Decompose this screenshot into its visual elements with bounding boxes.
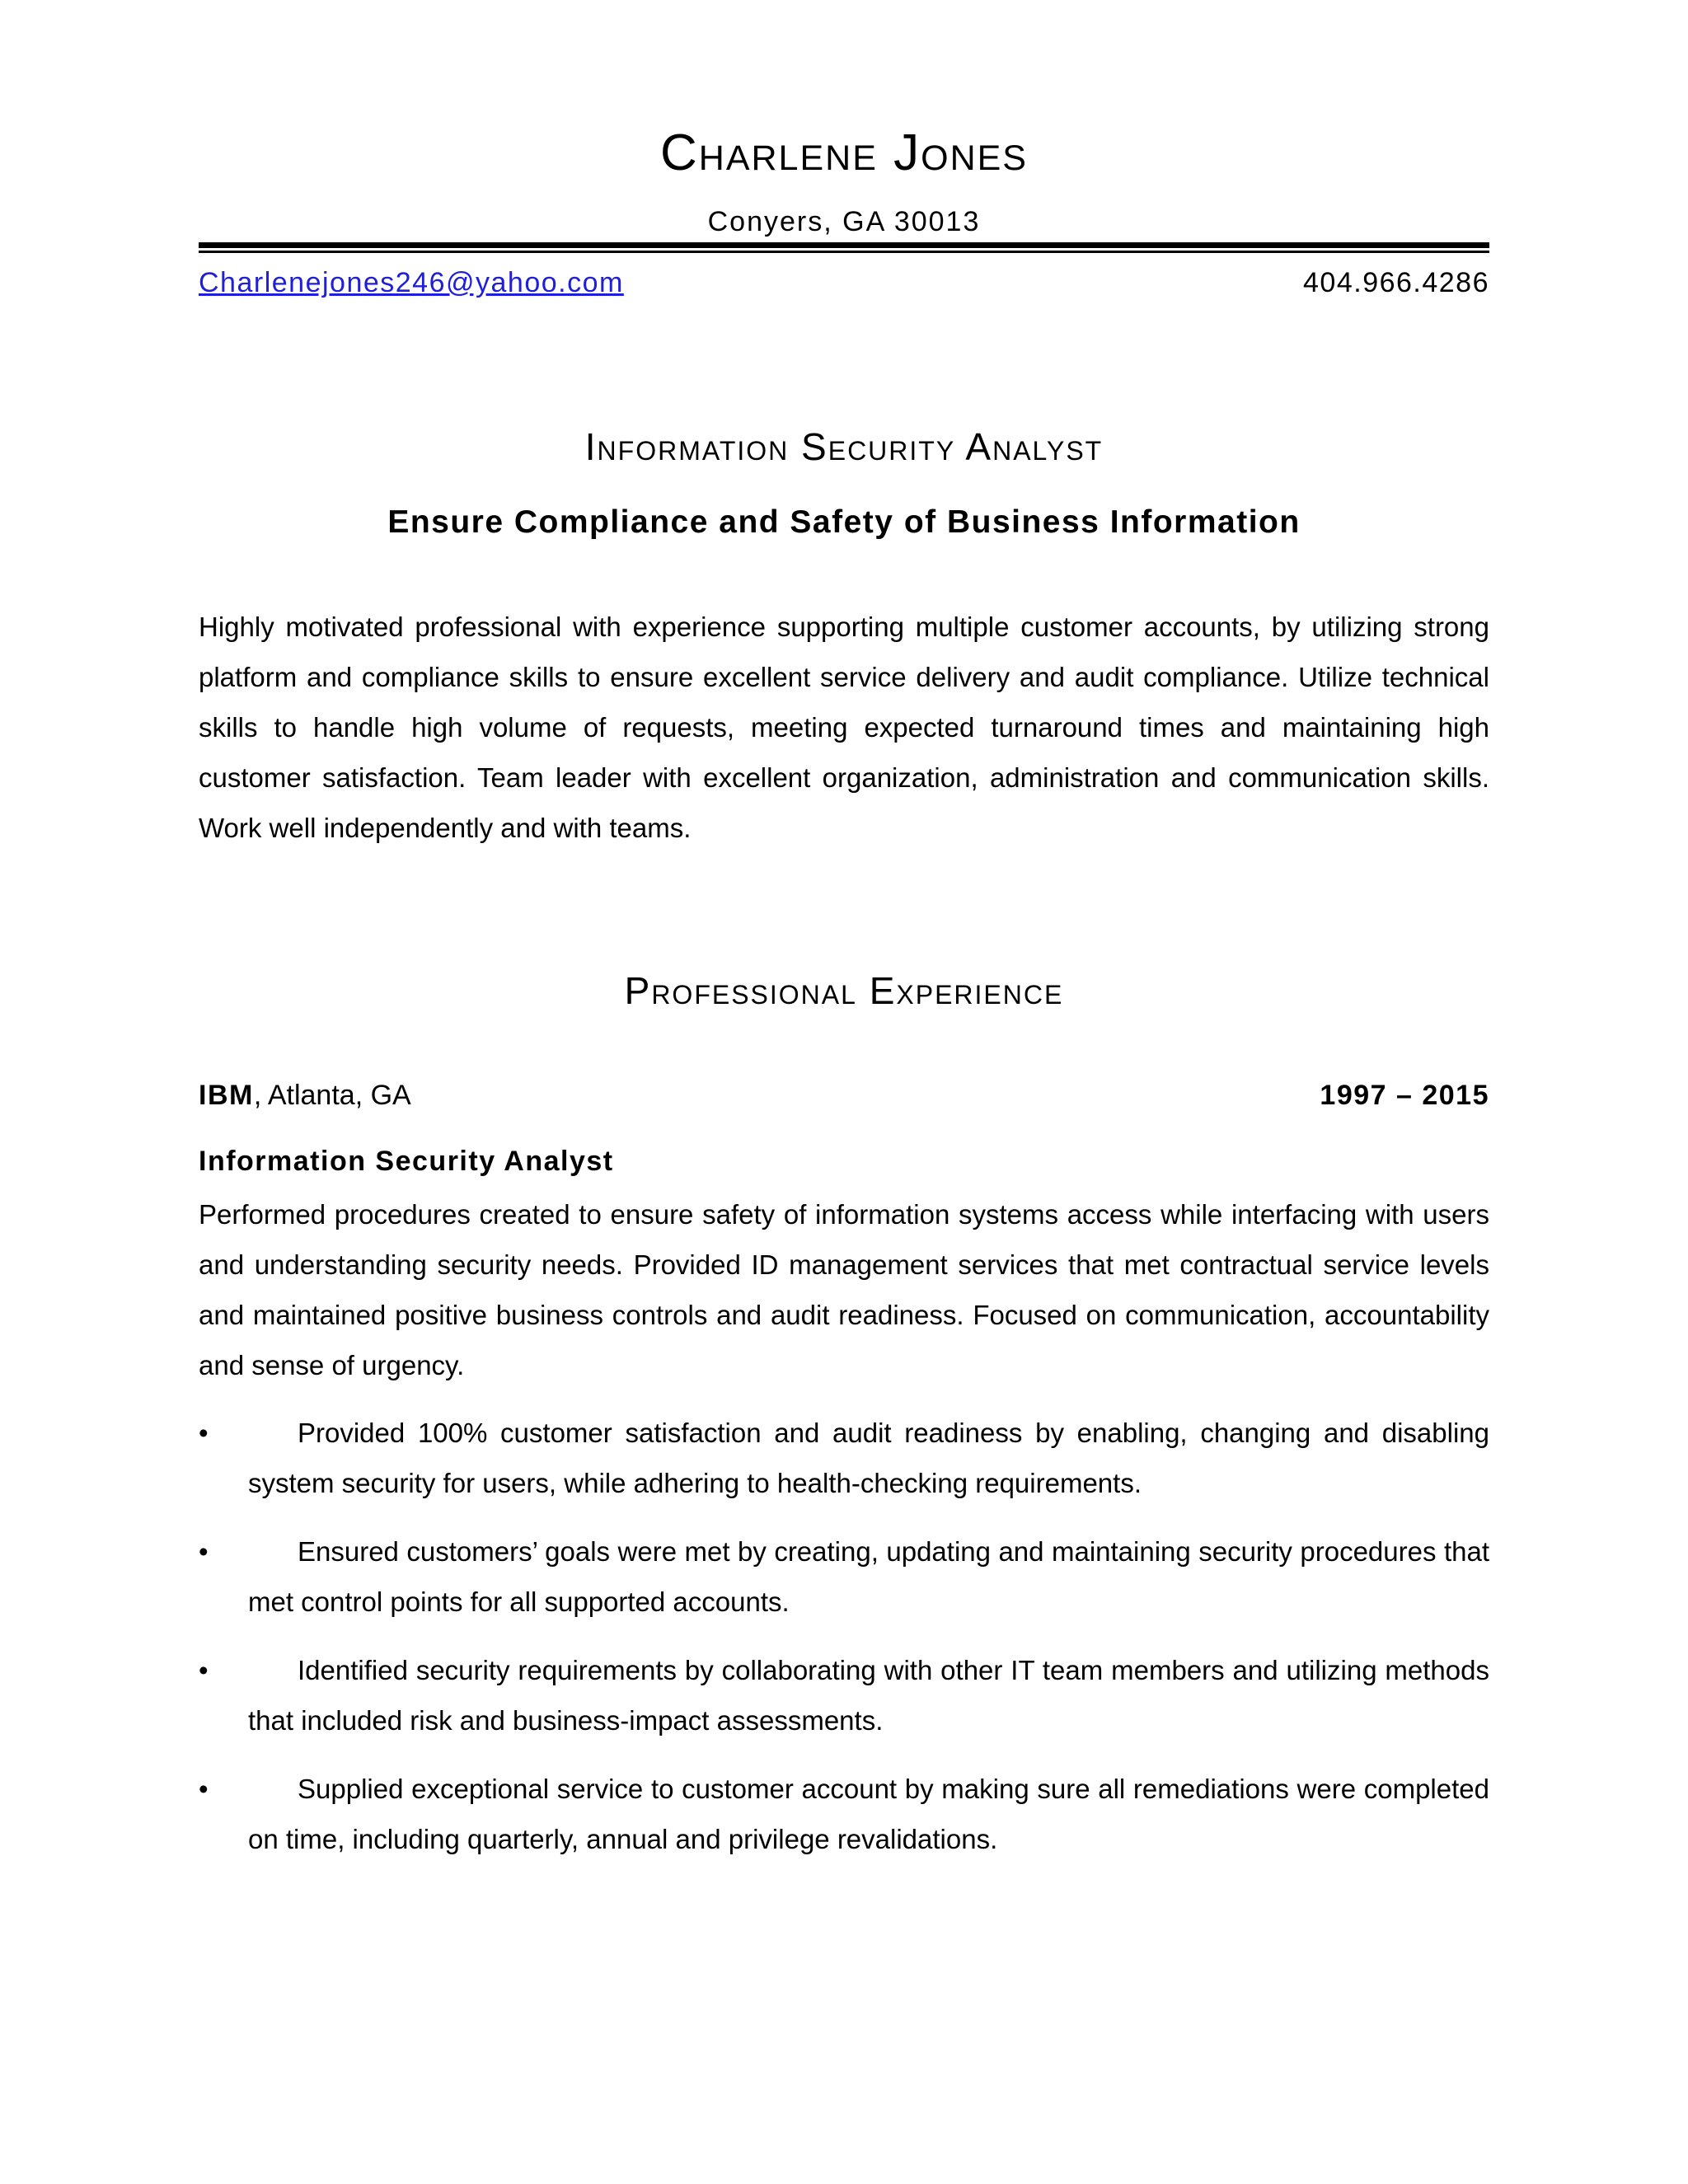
job-bullet-list: [199, 1408, 1489, 1882]
email-link[interactable]: Charlenejones246@yahoo.com: [199, 267, 624, 298]
candidate-name: Charlene Jones: [660, 124, 1028, 181]
job-company: IBM: [199, 1080, 254, 1111]
list-item: [199, 1408, 1489, 1508]
job-title: Information Security Analyst: [199, 1146, 614, 1177]
job-header: [199, 1080, 1489, 1112]
header-divider-thin: [199, 251, 1489, 253]
list-item: [199, 1526, 1489, 1627]
candidate-location: Conyers, GA 30013: [707, 206, 981, 237]
job-location: , Atlanta, GA: [253, 1080, 411, 1111]
bullet-icon: •: [199, 1655, 209, 1685]
headline-tagline: Ensure Compliance and Safety of Business Information: [387, 504, 1301, 540]
header-divider-thick: [199, 242, 1489, 248]
experience-section-title: Professional Experience: [624, 969, 1064, 1012]
headline-title: Information Security Analyst: [584, 425, 1104, 468]
summary-paragraph: Highly motivated professional with experience supporting multiple customer accounts, by utilizing strong platform and compliance skills to ensure excellent service delivery and audit compliance. Utilize technical skills to handle high volume of requests, meeting expected turnaround times and maintaining high customer satisfaction. Team leader with excellent organization, administration and communication skills. Work well independently and with teams.: [199, 612, 1489, 843]
bullet-text: Identified security requirements by collaborating with other IT team members and utilizing methods that included risk and business-impact assessments.: [248, 1655, 1489, 1736]
bullet-text: Provided 100% customer satisfaction and audit readiness by enabling, changing and disabling system security for users, while adhering to health-checking requirements.: [248, 1418, 1489, 1498]
job-description: Performed procedures created to ensure safety of information systems access while interfacing with users and understanding security needs. Provided ID management services that met contractual service levels and maintained positive business controls and audit readiness. Focused on communication, accountability and sense of urgency.: [199, 1199, 1489, 1380]
bullet-icon: •: [199, 1418, 209, 1448]
phone-number: 404.966.4286: [1303, 267, 1489, 298]
list-item: [199, 1645, 1489, 1746]
job-dates: 1997 – 2015: [1320, 1080, 1489, 1111]
bullet-icon: •: [199, 1536, 209, 1567]
list-item: [199, 1764, 1489, 1864]
bullet-text: Supplied exceptional service to customer account by making sure all remediations were completed on time, including quarterly, annual and privilege revalidations.: [248, 1774, 1489, 1854]
bullet-icon: •: [199, 1774, 209, 1804]
bullet-text: Ensured customers’ goals were met by creating, updating and maintaining security procedures that met control points for all supported accounts.: [248, 1536, 1489, 1617]
